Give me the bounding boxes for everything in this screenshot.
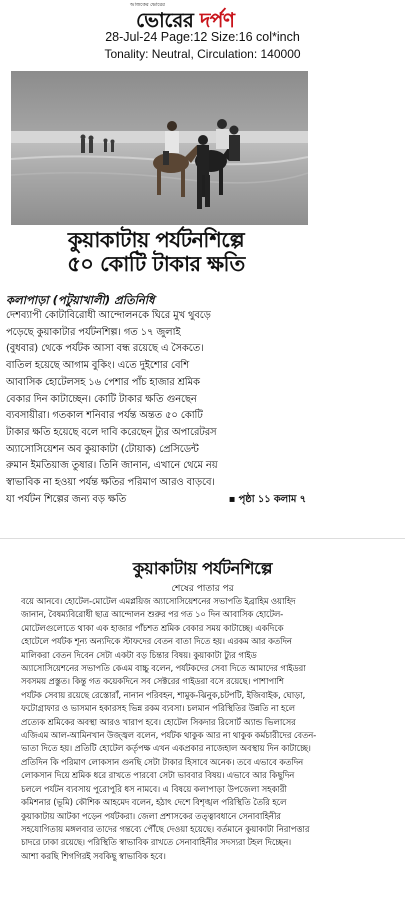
lead-line: পড়েছে কুয়াকাটার পর্যটনশিল্প। গত ১৭ জুলাই [6, 326, 181, 338]
continuation-subhead: শেষের পাতার পর [171, 584, 234, 594]
article-lead-body [6, 308, 306, 508]
continuation-line: প্রত্যেক শ্রমিকের অবস্থা আরও খারাপ হবে। হোটেল সিকদার রিসোর্ট অ্যান্ড ভিলাসের [21, 717, 296, 728]
continuation-line: অ্যাসোসিয়েশনের সভাপতি কেএম বাচ্চু বলেন, পর্যটকদের সেবা দিতে আমাদের গাইডরা [21, 664, 306, 675]
continuation-line: মোটেলগুলোতে থাকা এক হাজার পাঁচশত শ্রমিক বেকার সময় কাটাচ্ছে। একদিকে [21, 623, 284, 634]
headline-line-2: ৫০ কোটি টাকার ক্ষতি [67, 251, 245, 276]
continuation-line: আশা করছি শিগগিরই সবকিছু স্বাভাবিক হবে। [21, 851, 166, 862]
lead-line: রুমান ইমতিয়াজ তুষার। তিনি জানান, এখানে থেমে নয় [6, 460, 218, 472]
brand-tagline: আজকের ভোরের [130, 2, 165, 8]
continuation-line: ভাতা দিতে হয়। প্রতিটি হোটেল কর্তৃপক্ষ এখন একপ্রকার নাজেহাল অবস্থায় দিন কাটাচ্ছে। [21, 744, 311, 755]
continuation-line: লোকসান দিয়ে শ্রমিক ধরে রাখতে পারবো সেটা ভাববার বিষয়। এভাবে আর কিছুদিন [21, 771, 295, 782]
lead-line: বেকার দিন কাটাচ্ছেন। কোটি টাকার ক্ষতি গুনছেন [6, 393, 197, 405]
clipping-meta-date-size: 28-Jul-24 Page:12 Size:16 col*inch [105, 30, 300, 44]
continuation-line: প্রতিদিন কি পরিমাণ লোকসান গুনছি সেটা টাকার হিসাবে অনেক। তবে এভাবে কতদিন [21, 757, 304, 768]
clipping-header [0, 0, 405, 66]
lead-line: দেশব্যাপী কোটাবিরোধী আন্দোলনকে ঘিরে মুখ থুবড়ে [6, 310, 211, 321]
beach-photo-illustration [11, 71, 308, 225]
continuation-line: হোটেলে পর্যটক শূন্য অন্যদিকে স্টাফদের বেতন বাতা দিতে হয়। এরকম আর কতদিন [21, 637, 292, 648]
continuation-headline: কুয়াকাটায় পর্যটনশিল্পে [132, 559, 273, 578]
continuation-line: বয়ে আনবে। হোটেল-মোটেল এমপ্লয়িজ অ্যাসোসিয়েশনের সভাপতি ইব্রাহিম ওয়াহিদ [21, 597, 296, 607]
page-jump-reference: ▪ পৃষ্ঠা ১১ কলাম ৭ [228, 493, 306, 505]
continuation-line: এজিএম আল-আমিনখান উজ্জ্বল বলেন, পর্যটক থাকুক আর না থাকুক কর্মচারীদের বেতন- [21, 731, 317, 742]
brand-part-1: ভোরের [136, 8, 200, 32]
lead-line: আবাসিক হোটেলসহ ১৬ পেশার পাঁচ হাজার শ্রমিক [6, 376, 200, 388]
article-photo-beach-horses [11, 71, 308, 225]
continuation-body [21, 596, 393, 864]
lead-last-line [6, 492, 306, 509]
brand-part-2: দর্পণ [199, 8, 235, 32]
lead-line: টাকার ক্ষতি হয়েছে বলে দাবি করেছেন ট্যুর অপারেটরস [6, 426, 217, 438]
article-byline: কলাপাড়া (পটুয়াখালী) প্রতিনিধি [6, 293, 155, 307]
continuation-line: চাদরে ঢাকা রয়েছে। পরিস্থিতি স্বাভাবিক রাখতে সেনাবাহিনীর সদস্যরা টহল দিচ্ছেন। [21, 838, 292, 849]
continuation-line: কমিশনার (ভূমি) কৌশিক আহমেদ বলেন, হঠাৎ দেশে বিশৃঙ্খল পরিস্থিতি তৈরি হলে [21, 798, 287, 809]
continuation-line: জানান, বৈষম্যবিরোধী ছাত্র আন্দোলন শুরুর পর গত ১০ দিন আবাসিক হোটেল- [21, 610, 284, 621]
lead-line: বাতিল হয়েছে আগাম বুকিং। এতে দুইশোর বেশি [6, 360, 189, 372]
continuation-line: মালিকরা বেতন দিবেন সেটা একটা বড় চিন্তার বিষয়। কুয়াকাটা ট্যুর গাইড [21, 650, 257, 661]
lead-line: (বুধবার) থেকে পর্যটক আসা বন্ধ রয়েছে এ সৈকতে। [6, 343, 204, 355]
section-divider [0, 538, 405, 539]
continuation-line: সবসময় প্রস্তুত। কিন্তু গত কয়েকদিনে সব সেক্টরের গাইডরা বসে রয়েছে। পাশাপাশি [21, 677, 284, 688]
continuation-line: পর্যটক সেবায় রয়েছে রেস্তোরাঁ, নানান পরিবহন, শামুক-ঝিনুক,চটপটি, ইজিবাইক, ঘোড়া, [21, 690, 306, 701]
article-headline [6, 229, 306, 276]
lead-line: অ্যাসোসিয়েশন অব কুয়াকাটা (টোয়াক) প্রেসিডেন্ট [6, 443, 199, 455]
headline-line-1: কুয়াকাটায় পর্যটনশিল্পে [67, 228, 245, 252]
continuation-line: চললে পর্যটন ব্যবসায় পুরোপুরি ধস নামবে। এ বিষয়ে কলাপাড়া উপজেলা সহকারী [21, 784, 287, 795]
lead-line: ব্যবসায়ীরা। গতকাল শনিবার পর্যন্ত অন্তত ৫০ কোটি [6, 410, 203, 422]
lead-last-text: যা পর্যটন শিল্পের জন্য বড় ক্ষতি [6, 493, 127, 505]
lead-line: স্বাভাবিক না হওয়া পর্যন্ত ক্ষতির পরিমাণ আরও বাড়বে। [6, 477, 215, 489]
newspaper-logo [130, 2, 280, 30]
clipping-meta-tonality: Tonality: Neutral, Circulation: 140000 [104, 47, 301, 61]
continuation-line: ফটোগ্রাফার ও ভাসমান হকারসহ ভিন্ন রকম ব্যবসা। চলমান পরিস্থিতির উন্নতি না হলে [21, 704, 295, 715]
continuation-line: কুয়াকাটায় আটকা পড়েন পর্যটকরা। জেলা প্রশাসকের তত্ত্বাবধানে সেনাবাহিনীর [21, 811, 281, 822]
continuation-line: সহযোগিতায় মঙ্গলবার তাদের গন্তব্যে পৌঁছে দেওয়া হয়েছে। বর্তমানে কুয়াকাটা নিরাপত্তার [21, 824, 310, 835]
